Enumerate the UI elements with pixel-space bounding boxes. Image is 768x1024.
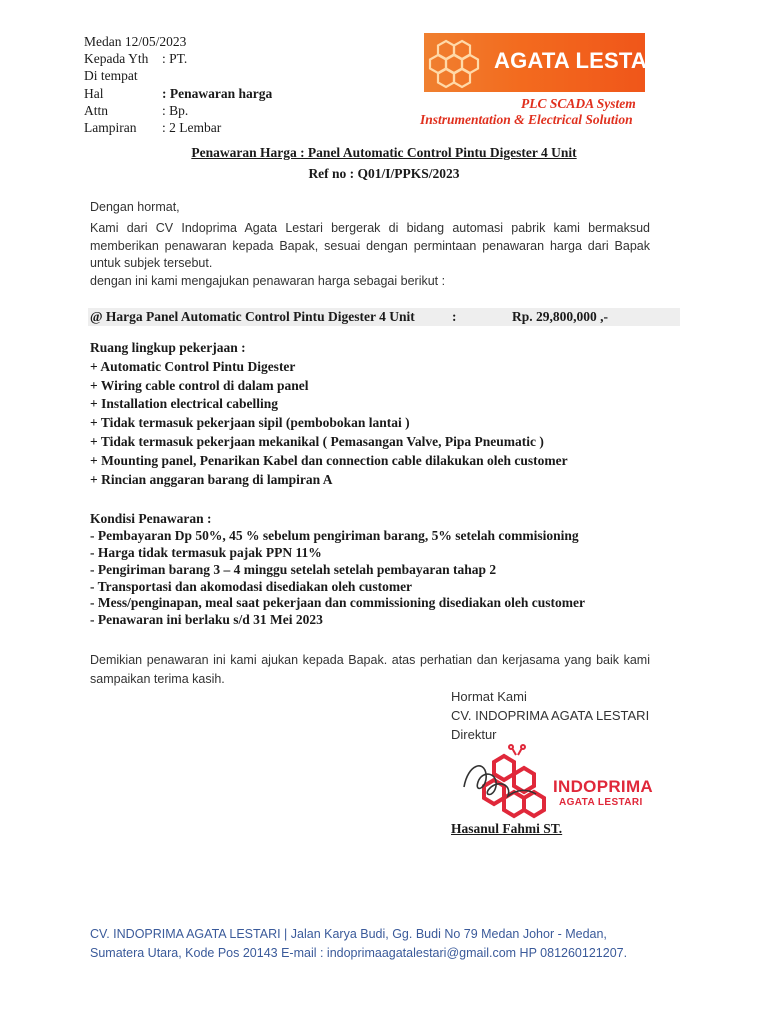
footer xyxy=(90,925,670,963)
honeycomb-logo-icon xyxy=(426,33,490,92)
list-item: + Installation electrical cabelling xyxy=(90,396,279,412)
list-item: - Harga tidak termasuk pajak PPN 11% xyxy=(90,544,322,560)
stamp-subname: AGATA LESTARI xyxy=(559,797,643,808)
signature-block xyxy=(451,687,649,744)
list-item: - Pembayaran Dp 50%, 45 % sebelum pengiriman barang, 5% setelah commisioning xyxy=(90,527,579,543)
header-row-subject xyxy=(84,86,272,102)
header-value: : Bp. xyxy=(162,103,189,118)
document-ref: Ref no : Q01/I/PPKS/2023 xyxy=(308,166,460,181)
list-item: - Mess/penginapan, meal saat pekerjaan dan commissioning disediakan oleh customer xyxy=(90,595,586,611)
signer-name: Hasanul Fahmi ST. xyxy=(451,821,563,836)
price-colon: : xyxy=(452,309,457,324)
body-paragraph: Kami dari CV Indoprima Agata Lestari bergerak di bidang automasi pabrik kami bermaksud memberikan penawaran kepada Bapak, sesuai dengan permintaan penawaran harga dari Bapak untuk subjek tersebut. xyxy=(90,221,650,270)
header-row-attachment xyxy=(84,120,221,136)
footer-line-address: CV. INDOPRIMA AGATA LESTARI | Jalan Karya Budi, Gg. Budi No 79 Medan Johor - Medan, xyxy=(90,927,607,941)
header-label: Lampiran xyxy=(84,120,137,135)
list-item: - Penawaran ini berlaku s/d 31 Mei 2023 xyxy=(90,612,323,628)
scope-heading: Ruang lingkup pekerjaan : xyxy=(90,340,246,355)
logo-tagline-instrumentation: Instrumentation & Electrical Solution xyxy=(420,112,633,127)
regards: Hormat Kami xyxy=(451,689,527,704)
scope-section xyxy=(90,339,568,489)
closing-paragraph: Demikian penawaran ini kami ajukan kepada Bapak. atas perhatian dan kerjasama yang baik kami sampaikan terima kasih. xyxy=(90,653,650,686)
place-date: Medan 12/05/2023 xyxy=(84,34,187,49)
list-item: + Tidak termasuk pekerjaan sipil (pembobokan lantai ) xyxy=(90,415,410,431)
signature-position: Direktur xyxy=(451,727,497,742)
header-row-recipient xyxy=(84,51,187,67)
footer-line-contact: Sumatera Utara, Kode Pos 20143 E-mail : indoprimaagatalestari@gmail.com HP 081260121207. xyxy=(90,946,628,960)
header-value: : Penawaran harga xyxy=(162,86,273,101)
signature-company: CV. INDOPRIMA AGATA LESTARI xyxy=(451,708,650,723)
offer-intro: dengan ini kami mengajukan penawaran harga sebagai berikut : xyxy=(90,274,446,288)
logo-name: AGATA LESTARI xyxy=(494,48,670,73)
price-item: @ Harga Panel Automatic Control Pintu Digester 4 Unit xyxy=(90,309,415,324)
list-item: - Transportasi dan akomodasi disediakan oleh customer xyxy=(90,578,413,594)
list-item: - Pengiriman barang 3 – 4 minggu setelah setelah pembayaran tahap 2 xyxy=(90,561,497,577)
price-amount: Rp. 29,800,000 ,- xyxy=(512,309,609,324)
list-item: + Mounting panel, Penarikan Kabel dan connection cable dilakukan oleh customer xyxy=(90,452,568,468)
header-label: Attn xyxy=(84,103,109,118)
list-item: + Rincian anggaran barang di lampiran A xyxy=(90,471,333,487)
greeting: Dengan hormat, xyxy=(90,200,180,214)
header-label: Kepada Yth xyxy=(84,51,149,66)
conditions-section xyxy=(90,511,585,629)
price-line xyxy=(88,308,680,326)
company-stamp xyxy=(456,742,656,820)
stamp-name: INDOPRIMA xyxy=(553,777,653,796)
header-value: : 2 Lembar xyxy=(162,120,222,135)
header-label: Hal xyxy=(84,86,104,101)
header-row-attn xyxy=(84,103,188,119)
header-row-place xyxy=(84,68,162,84)
header-value: : PT. xyxy=(162,51,188,66)
list-item: + Tidak termasuk pekerjaan mekanikal ( Pemasangan Valve, Pipa Pneumatic ) xyxy=(90,433,544,449)
conditions-heading: Kondisi Penawaran : xyxy=(90,511,212,526)
document-subject: Penawaran Harga : Panel Automatic Control Pintu Digester 4 Unit xyxy=(191,145,577,160)
logo-tagline-plc: PLC SCADA System xyxy=(521,96,636,111)
list-item: + Wiring cable control di dalam panel xyxy=(90,377,309,393)
list-item: + Automatic Control Pintu Digester xyxy=(90,358,296,374)
company-logo xyxy=(424,33,670,92)
header-label: Di tempat xyxy=(84,68,138,83)
